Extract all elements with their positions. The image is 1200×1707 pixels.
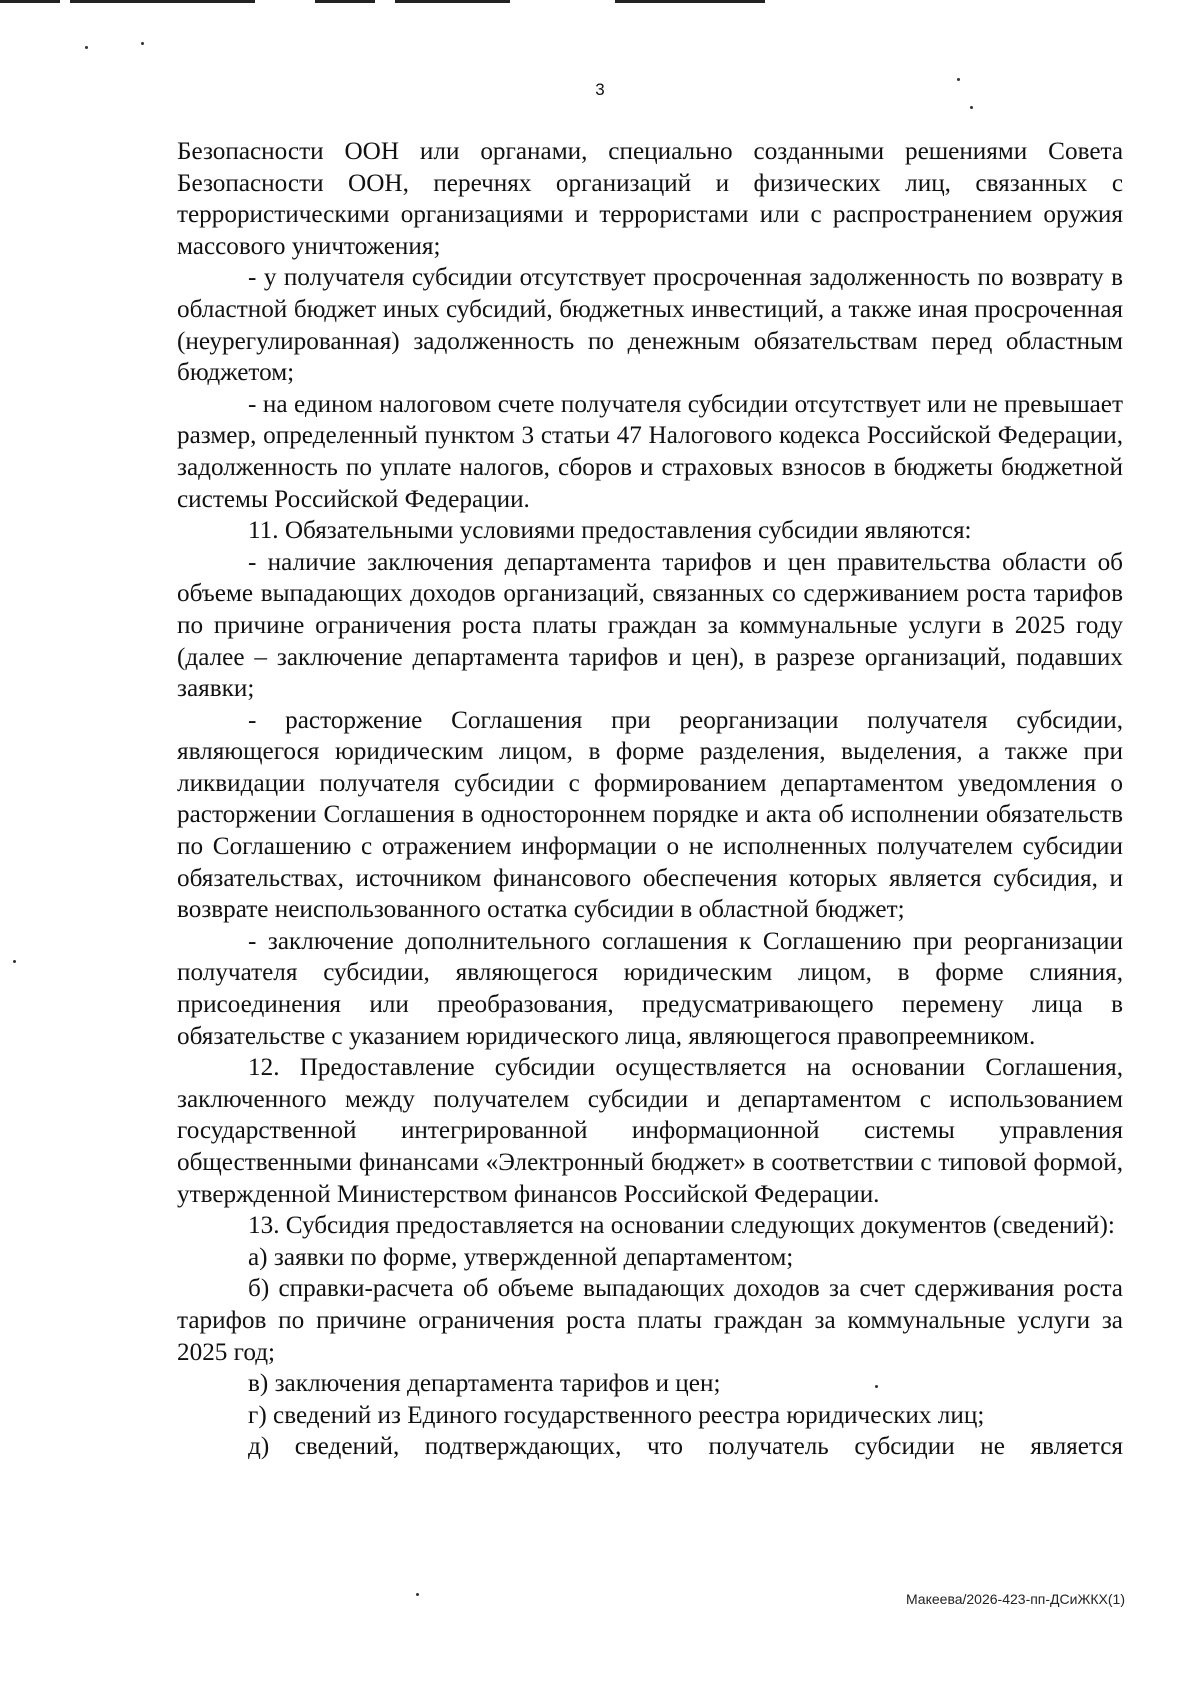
document-body xyxy=(177,136,1123,1463)
paragraph-un-sanctions-continuation: Безопасности ООН или органами, специально созданными решениями Совета Безопасности ООН, перечнях организаций и физических лиц, связанных с террористическими организациями и террористами или с распространением оружия массового уничтожения; xyxy=(177,138,1123,260)
paragraph-item-12: 12. Предоставление субсидии осуществляется на основании Соглашения, заключенного между получателем субсидии и департаментом с использованием государственной интегрированной информационной системы управления общественными финансами «Электронный бюджет» в соответствии с типовой формой, утвержденной Министерством финансов Российской Федерации. xyxy=(177,1054,1123,1208)
scan-speck xyxy=(416,1593,419,1596)
list-item-d: д) сведений, подтверждающих, что получатель субсидии не является xyxy=(248,1433,1123,1461)
scan-speck xyxy=(85,46,88,49)
paragraph-additional-agreement: - заключение дополнительного соглашения к Соглашению при реорганизации получателя субсидии, являющегося юридическим лицом, в форме слияния, присоединения или преобразования, предусматривающего перемену лица в обязательстве с указанием юридического лица, являющегося правопреемником. xyxy=(177,927,1123,1050)
paragraph-tax-account-debt: - на едином налоговом счете получателя субсидии отсутствует или не превышает размер, определенный пунктом 3 статьи 47 Налогового кодекса Российской Федерации, задолженность по уплате налогов, сборов и страховых взносов в бюджеты бюджетной системы Российской Федерации. xyxy=(177,390,1123,513)
scan-edge-artifact xyxy=(0,0,1200,6)
paragraph-no-overdue-debt: - у получателя субсидии отсутствует просроченная задолженность по возврату в областной бюджет иных субсидий, бюджетных инвестиций, а также иная просроченная (неурегулированная) задолженность по денежным обязательствам перед областным бюджетом; xyxy=(177,264,1123,387)
paragraph-agreement-termination: - расторжение Соглашения при реорганизации получателя субсидии, являющегося юридическим лицом, в форме разделения, выделения, а также при ликвидации получателя субсидии с формированием департаментом уведомления о расторжении Соглашения в одностороннем порядке и акта об исполнении обязательств по Соглашению с отражением информации о не исполненных получателем субсидии обязательствах, источником финансового обеспечения которых является субсидия, и возврате неиспользованного остатка субсидии в областной бюджет; xyxy=(177,706,1123,924)
list-item-v: в) заключения департамента тарифов и цен; xyxy=(248,1370,721,1398)
document-reference-footer: Макеева/2026-423-пп-ДСиЖКХ(1) xyxy=(905,1591,1125,1607)
scan-speck xyxy=(970,106,973,109)
list-item-a: а) заявки по форме, утвержденной департаментом; xyxy=(248,1243,794,1271)
paragraph-item-11: 11. Обязательными условиями предоставления субсидии являются: xyxy=(248,517,972,545)
list-item-g: г) сведений из Единого государственного реестра юридических лиц; xyxy=(248,1401,985,1429)
paragraph-item-13: 13. Субсидия предоставляется на основании следующих документов (сведений): xyxy=(248,1212,1115,1240)
scan-speck xyxy=(13,960,16,963)
list-item-b: б) справки-расчета об объеме выпадающих доходов за счет сдерживания роста тарифов по причине ограничения роста платы граждан за коммунальные услуги за 2025 год; xyxy=(177,1275,1123,1366)
paragraph-tariff-conclusion: - наличие заключения департамента тарифов и цен правительства области об объеме выпадающих доходов организаций, связанных со сдерживанием роста тарифов по причине ограничения роста платы граждан за коммунальные услуги в 2025 году (далее – заключение департамента тарифов и цен), в разрезе организаций, подавших заявки; xyxy=(177,548,1123,703)
scan-speck xyxy=(141,42,144,45)
page-number: 3 xyxy=(595,80,605,99)
